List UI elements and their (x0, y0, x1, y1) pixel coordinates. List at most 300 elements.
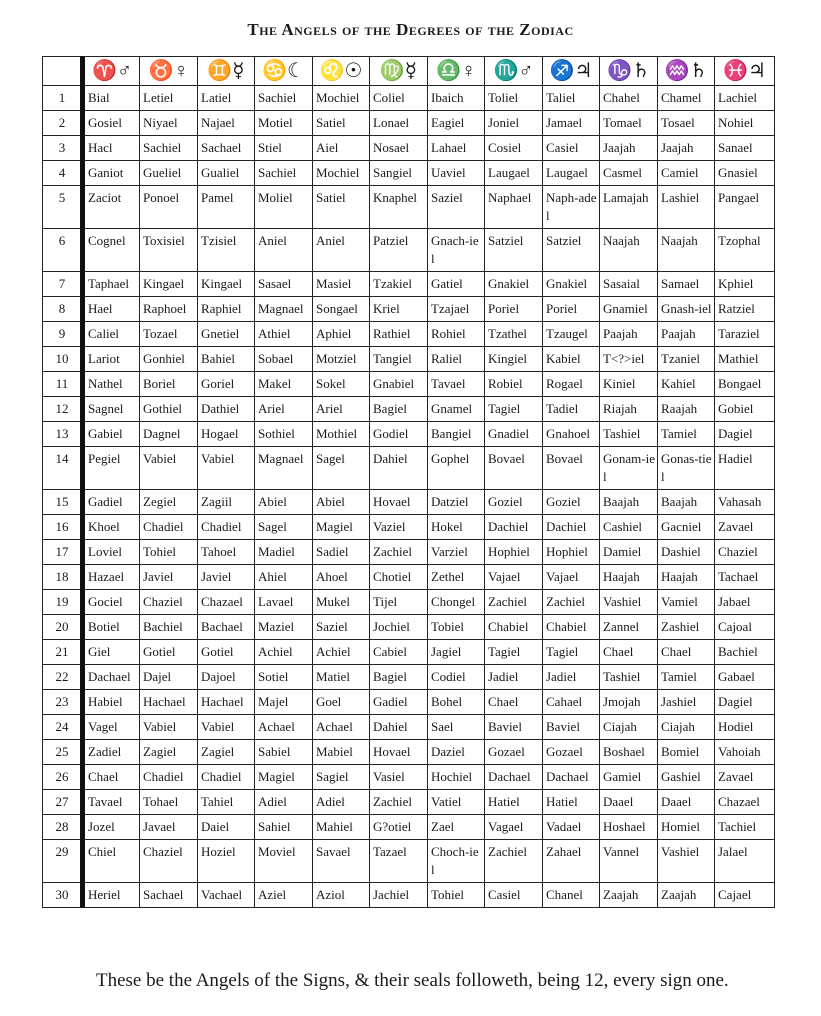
degree-row (43, 815, 775, 840)
angel-name-cell: Moliel (255, 186, 313, 229)
angel-name-cell: Gabael (715, 665, 775, 690)
angel-name-cell: Laugael (485, 161, 543, 186)
angel-name-cell: Aphiel (313, 322, 370, 347)
angel-name-cell: Tachiel (715, 815, 775, 840)
degree-row (43, 397, 775, 422)
angel-name-cell: Hovael (370, 490, 428, 515)
angel-name-cell: Vagael (485, 815, 543, 840)
angel-name-cell: Raajah (658, 397, 715, 422)
angel-name-cell: Tahiel (198, 790, 255, 815)
degree-row (43, 372, 775, 397)
angel-name-cell: Dashiel (658, 540, 715, 565)
angel-name-cell: Satiel (313, 186, 370, 229)
angel-name-cell: Lavael (255, 590, 313, 615)
angel-name-cell: Haajah (600, 565, 658, 590)
angel-name-cell: Tohiel (428, 883, 485, 908)
angel-name-cell: Chanel (543, 883, 600, 908)
angel-name-cell: Najael (198, 111, 255, 136)
angel-name-cell: Sasael (255, 272, 313, 297)
angel-name-cell: Aniel (255, 229, 313, 272)
angel-name-cell: Paajah (600, 322, 658, 347)
angel-name-cell: Hacl (83, 136, 140, 161)
angel-name-cell: Gnach-iel (428, 229, 485, 272)
angel-name-cell: Aniel (313, 229, 370, 272)
angel-name-cell: Rohiel (428, 322, 485, 347)
degree-number: 20 (43, 615, 83, 640)
angel-name-cell: Gociel (83, 590, 140, 615)
angel-name-cell: Vashiel (658, 840, 715, 883)
degree-row (43, 347, 775, 372)
angel-name-cell: Vabiel (140, 715, 198, 740)
angel-name-cell: Tzophal (715, 229, 775, 272)
angel-name-cell: Tagiel (485, 640, 543, 665)
angel-name-cell: Zadiel (83, 740, 140, 765)
angel-name-cell: Bahiel (198, 347, 255, 372)
angel-name-cell: Gothiel (140, 397, 198, 422)
angel-name-cell: Kiniel (600, 372, 658, 397)
angel-name-cell: Taphael (83, 272, 140, 297)
zodiac-header-row (43, 57, 775, 86)
degree-row (43, 540, 775, 565)
angel-name-cell: Gnasiel (715, 161, 775, 186)
angel-name-cell: Toliel (485, 86, 543, 111)
angel-name-cell: Varziel (428, 540, 485, 565)
angel-name-cell: Tavael (83, 790, 140, 815)
angel-name-cell: Gonas-tiel (658, 447, 715, 490)
angel-name-cell: Gophel (428, 447, 485, 490)
angel-name-cell: Gnash-iel (658, 297, 715, 322)
angel-name-cell: Boriel (140, 372, 198, 397)
footer-note: These be the Angels of the Signs, & their seals followeth, being 12, every sign one. (96, 970, 729, 991)
angel-name-cell: Tangiel (370, 347, 428, 372)
angel-name-cell: Vachael (198, 883, 255, 908)
angel-name-cell: Gadiel (83, 490, 140, 515)
zodiac-sign-icon: ♊☿ (207, 60, 245, 82)
degree-number: 6 (43, 229, 83, 272)
angel-name-cell: Zagiel (140, 740, 198, 765)
angel-name-cell: Rathiel (370, 322, 428, 347)
angel-name-cell: Jaajah (658, 136, 715, 161)
angel-name-cell: Naphael (485, 186, 543, 229)
angel-name-cell: Vajael (543, 565, 600, 590)
zodiac-column-header (658, 57, 715, 86)
angel-name-cell: Hovael (370, 740, 428, 765)
angel-name-cell: Camiel (658, 161, 715, 186)
angel-name-cell: Stiel (255, 136, 313, 161)
angel-name-cell: Pegiel (83, 447, 140, 490)
zodiac-sign-icon: ♍☿ (379, 60, 418, 82)
angel-name-cell: Jalael (715, 840, 775, 883)
angel-name-cell: Bovael (485, 447, 543, 490)
degree-number: 18 (43, 565, 83, 590)
angel-name-cell: Naph-adel (543, 186, 600, 229)
angel-name-cell: Zannel (600, 615, 658, 640)
angel-name-cell: Hodiel (715, 715, 775, 740)
angel-name-cell: Uaviel (428, 161, 485, 186)
angel-name-cell: Javiel (198, 565, 255, 590)
degree-row (43, 640, 775, 665)
angel-name-cell: Gabiel (83, 422, 140, 447)
angel-name-cell: Sachael (198, 136, 255, 161)
angel-name-cell: Jagiel (428, 640, 485, 665)
angel-name-cell: Mathiel (715, 347, 775, 372)
angel-name-cell: Tzakiel (370, 272, 428, 297)
header-corner (43, 57, 83, 86)
zodiac-column-header (543, 57, 600, 86)
angel-name-cell: Chadiel (140, 515, 198, 540)
angel-name-cell: Godiel (370, 422, 428, 447)
degree-number: 13 (43, 422, 83, 447)
degree-row (43, 422, 775, 447)
degree-number: 5 (43, 186, 83, 229)
angel-name-cell: Nosael (370, 136, 428, 161)
angel-name-cell: Satziel (485, 229, 543, 272)
angel-name-cell: Kahiel (658, 372, 715, 397)
degree-number: 9 (43, 322, 83, 347)
angel-name-cell: Zavael (715, 515, 775, 540)
zodiac-sign-icon: ♌☉ (319, 60, 363, 82)
angel-name-cell: Daael (658, 790, 715, 815)
angel-name-cell: Sachael (140, 883, 198, 908)
zodiac-sign-icon: ♈♂ (92, 60, 132, 82)
angel-name-cell: Zaajah (600, 883, 658, 908)
degree-number: 2 (43, 111, 83, 136)
angel-name-cell: Codiel (428, 665, 485, 690)
degree-number: 1 (43, 86, 83, 111)
angel-name-cell: Tobiel (428, 615, 485, 640)
angel-name-cell: Cahael (543, 690, 600, 715)
angel-name-cell: Hogael (198, 422, 255, 447)
angel-name-cell: Baajah (600, 490, 658, 515)
angel-name-cell: Sachiel (255, 161, 313, 186)
zodiac-column-header (485, 57, 543, 86)
angel-name-cell: Dagiel (715, 422, 775, 447)
angel-name-cell: Majel (255, 690, 313, 715)
angel-name-cell: Paajah (658, 322, 715, 347)
angel-name-cell: Chadiel (198, 765, 255, 790)
angel-name-cell: Magiel (313, 515, 370, 540)
angel-name-cell: Bagiel (370, 665, 428, 690)
angel-name-cell: Jozel (83, 815, 140, 840)
angel-name-cell: Eagiel (428, 111, 485, 136)
zodiac-column-header (313, 57, 370, 86)
angel-name-cell: G?otiel (370, 815, 428, 840)
angel-name-cell: Sokel (313, 372, 370, 397)
angel-name-cell: Cosiel (485, 136, 543, 161)
angel-name-cell: Gatiel (428, 272, 485, 297)
angel-name-cell: Zashiel (658, 615, 715, 640)
angel-name-cell: Tashiel (600, 665, 658, 690)
angel-name-cell: Dachiel (543, 515, 600, 540)
angel-name-cell: Kphiel (715, 272, 775, 297)
degree-row (43, 740, 775, 765)
degree-row (43, 715, 775, 740)
angel-name-cell: Zachiel (370, 790, 428, 815)
angel-name-cell: Robiel (485, 372, 543, 397)
angel-name-cell: Chael (83, 765, 140, 790)
angel-name-cell: Ahoel (313, 565, 370, 590)
degree-row (43, 161, 775, 186)
angel-name-cell: Zegiel (140, 490, 198, 515)
angel-name-cell: Taliel (543, 86, 600, 111)
degree-number: 17 (43, 540, 83, 565)
angel-name-cell: Lonael (370, 111, 428, 136)
angel-name-cell: Gualiel (198, 161, 255, 186)
angel-name-cell: Caliel (83, 322, 140, 347)
angel-name-cell: Casmel (600, 161, 658, 186)
angel-name-cell: Tavael (428, 372, 485, 397)
angel-name-cell: Gotiel (198, 640, 255, 665)
zodiac-sign-icon: ♒♄ (664, 60, 708, 82)
angel-name-cell: Loviel (83, 540, 140, 565)
angel-name-cell: Heriel (83, 883, 140, 908)
angel-name-cell: Gnamiel (600, 297, 658, 322)
angel-name-cell: Tashiel (600, 422, 658, 447)
angel-name-cell: Hael (83, 297, 140, 322)
angel-name-cell: Vajael (485, 565, 543, 590)
angel-name-cell: Tomael (600, 111, 658, 136)
angel-name-cell: Zethel (428, 565, 485, 590)
angel-name-cell: Vaziel (370, 515, 428, 540)
angel-name-cell: Sahiel (255, 815, 313, 840)
degree-number: 22 (43, 665, 83, 690)
degree-row (43, 883, 775, 908)
angel-name-cell: Cashiel (600, 515, 658, 540)
angel-name-cell: Bachiel (140, 615, 198, 640)
degree-row (43, 490, 775, 515)
angel-name-cell: Javael (140, 815, 198, 840)
angel-name-cell: Gacniel (658, 515, 715, 540)
angel-name-cell: Dachael (543, 765, 600, 790)
angel-name-cell: Cognel (83, 229, 140, 272)
angel-name-cell: Vannel (600, 840, 658, 883)
angel-name-cell: Zachiel (485, 840, 543, 883)
angel-name-cell: Cabiel (370, 640, 428, 665)
angel-name-cell: Javiel (140, 565, 198, 590)
angel-name-cell: Zachiel (370, 540, 428, 565)
degree-number: 10 (43, 347, 83, 372)
angel-name-cell: Datziel (428, 490, 485, 515)
angel-name-cell: Adiel (255, 790, 313, 815)
angel-name-cell: Vatiel (428, 790, 485, 815)
angel-name-cell: Songael (313, 297, 370, 322)
angel-name-cell: Aziel (255, 883, 313, 908)
angel-name-cell: Satziel (543, 229, 600, 272)
angel-name-cell: Motiel (255, 111, 313, 136)
angel-name-cell: Sasaial (600, 272, 658, 297)
angel-name-cell: Hazael (83, 565, 140, 590)
angel-name-cell: T<?>iel (600, 347, 658, 372)
angel-name-cell: Savael (313, 840, 370, 883)
angel-name-cell: Tzaugel (543, 322, 600, 347)
angel-name-cell: Magnael (255, 447, 313, 490)
angel-name-cell: Daziel (428, 740, 485, 765)
zodiac-column-header (600, 57, 658, 86)
angel-name-cell: Abiel (313, 490, 370, 515)
degree-row (43, 447, 775, 490)
angel-name-cell: Goziel (543, 490, 600, 515)
angel-name-cell: Gonhiel (140, 347, 198, 372)
degree-row (43, 615, 775, 640)
angel-name-cell: Bongael (715, 372, 775, 397)
angel-name-cell: Magnael (255, 297, 313, 322)
angel-name-cell: Hokel (428, 515, 485, 540)
angel-name-cell: Jamael (543, 111, 600, 136)
angel-name-cell: Hochiel (428, 765, 485, 790)
zodiac-column-header (428, 57, 485, 86)
angel-name-cell: Damiel (600, 540, 658, 565)
angel-name-cell: Tadiel (543, 397, 600, 422)
angel-name-cell: Abiel (255, 490, 313, 515)
angel-name-cell: Hoziel (198, 840, 255, 883)
angel-name-cell: Gnahoel (543, 422, 600, 447)
degree-number: 16 (43, 515, 83, 540)
angel-name-cell: Sagel (255, 515, 313, 540)
degree-row (43, 136, 775, 161)
angel-name-cell: Niyael (140, 111, 198, 136)
degree-number: 30 (43, 883, 83, 908)
angel-name-cell: Saziel (313, 615, 370, 640)
angel-name-cell: Ariel (313, 397, 370, 422)
angel-name-cell: Daiel (198, 815, 255, 840)
angel-name-cell: Taraziel (715, 322, 775, 347)
zodiac-column-header (715, 57, 775, 86)
angel-name-cell: Tagiel (543, 640, 600, 665)
angel-name-cell: Lamajah (600, 186, 658, 229)
angel-name-cell: Knaphel (370, 186, 428, 229)
angel-name-cell: Gueliel (140, 161, 198, 186)
angel-name-cell: Satiel (313, 111, 370, 136)
angel-name-cell: Makel (255, 372, 313, 397)
angel-name-cell: Laugael (543, 161, 600, 186)
angel-name-cell: Tagiel (485, 397, 543, 422)
angel-name-cell: Lachiel (715, 86, 775, 111)
zodiac-column-header (198, 57, 255, 86)
angel-name-cell: Zavael (715, 765, 775, 790)
angel-name-cell: Gamiel (600, 765, 658, 790)
angel-name-cell: Vagel (83, 715, 140, 740)
angel-name-cell: Chael (485, 690, 543, 715)
angel-name-cell: Sothiel (255, 422, 313, 447)
angel-name-cell: Mothiel (313, 422, 370, 447)
angel-name-cell: Choch-iel (428, 840, 485, 883)
angel-name-cell: Gnakiel (543, 272, 600, 297)
angel-name-cell: Pangael (715, 186, 775, 229)
angel-name-cell: Cajoal (715, 615, 775, 640)
angel-name-cell: Hatiel (543, 790, 600, 815)
angel-name-cell: Hatiel (485, 790, 543, 815)
angel-name-cell: Casiel (485, 883, 543, 908)
angel-name-cell: Tosael (658, 111, 715, 136)
degree-number: 28 (43, 815, 83, 840)
zodiac-sign-icon: ♐♃ (549, 60, 593, 82)
angel-name-cell: Sagnel (83, 397, 140, 422)
angel-name-cell: Ciajah (600, 715, 658, 740)
angel-name-cell: Sotiel (255, 665, 313, 690)
angel-name-cell: Tachael (715, 565, 775, 590)
angel-name-cell: Chadiel (198, 515, 255, 540)
angel-name-cell: Vahoiah (715, 740, 775, 765)
angel-name-cell: Ahiel (255, 565, 313, 590)
angel-name-cell: Dajoel (198, 665, 255, 690)
angel-name-cell: Chabiel (543, 615, 600, 640)
angel-name-cell: Baviel (485, 715, 543, 740)
angel-name-cell: Vashiel (600, 590, 658, 615)
angel-name-cell: Sachiel (140, 136, 198, 161)
angel-name-cell: Gnetiel (198, 322, 255, 347)
angel-name-cell: Vabiel (198, 715, 255, 740)
degree-number: 4 (43, 161, 83, 186)
angel-name-cell: Naajah (600, 229, 658, 272)
angel-name-cell: Jochiel (370, 615, 428, 640)
angel-name-cell: Vabiel (198, 447, 255, 490)
angel-name-cell: Motziel (313, 347, 370, 372)
angel-name-cell: Chaziel (715, 540, 775, 565)
angel-name-cell: Goziel (485, 490, 543, 515)
angel-name-cell: Sachiel (255, 86, 313, 111)
angel-name-cell: Chazael (715, 790, 775, 815)
angel-name-cell: Zaciot (83, 186, 140, 229)
angel-name-cell: Hoshael (600, 815, 658, 840)
angel-name-cell: Raphoel (140, 297, 198, 322)
angel-name-cell: Mahiel (313, 815, 370, 840)
angel-name-cell: Coliel (370, 86, 428, 111)
angel-name-cell: Tazael (370, 840, 428, 883)
angel-name-cell: Vamiel (658, 590, 715, 615)
zodiac-sign-icon: ♋☾ (262, 60, 305, 82)
degree-row (43, 590, 775, 615)
angel-name-cell: Tzajael (428, 297, 485, 322)
angel-name-cell: Ponoel (140, 186, 198, 229)
zodiac-column-header (83, 57, 140, 86)
angel-name-cell: Chotiel (370, 565, 428, 590)
page-title: The Angels of the Degrees of the Zodiac (247, 20, 574, 39)
angel-name-cell: Gnadiel (485, 422, 543, 447)
angel-name-cell: Bovael (543, 447, 600, 490)
angel-name-cell: Riajah (600, 397, 658, 422)
angel-name-cell: Gonam-iel (600, 447, 658, 490)
degree-row (43, 665, 775, 690)
angel-name-cell: Zagiel (198, 740, 255, 765)
angel-name-cell: Dagnel (140, 422, 198, 447)
angel-name-cell: Tzisiel (198, 229, 255, 272)
angel-name-cell: Tohael (140, 790, 198, 815)
angel-name-cell: Hachael (140, 690, 198, 715)
angel-name-cell: Dahiel (370, 715, 428, 740)
angel-name-cell: Sangiel (370, 161, 428, 186)
angel-name-cell: Maziel (255, 615, 313, 640)
angel-name-cell: Vabiel (140, 447, 198, 490)
degree-row (43, 111, 775, 136)
angel-name-cell: Sobael (255, 347, 313, 372)
angel-name-cell: Madiel (255, 540, 313, 565)
angel-name-cell: Baviel (543, 715, 600, 740)
angel-name-cell: Chael (658, 640, 715, 665)
degree-number: 23 (43, 690, 83, 715)
angel-name-cell: Sagiel (313, 765, 370, 790)
angel-name-cell: Lariot (83, 347, 140, 372)
angel-name-cell: Achiel (313, 640, 370, 665)
angel-name-cell: Dahiel (370, 447, 428, 490)
degree-number: 15 (43, 490, 83, 515)
angel-name-cell: Mochiel (313, 86, 370, 111)
angel-name-cell: Adiel (313, 790, 370, 815)
angel-name-cell: Latiel (198, 86, 255, 111)
angel-name-cell: Achael (255, 715, 313, 740)
angel-name-cell: Achiel (255, 640, 313, 665)
angel-name-cell: Mochiel (313, 161, 370, 186)
angel-name-cell: Hophiel (543, 540, 600, 565)
